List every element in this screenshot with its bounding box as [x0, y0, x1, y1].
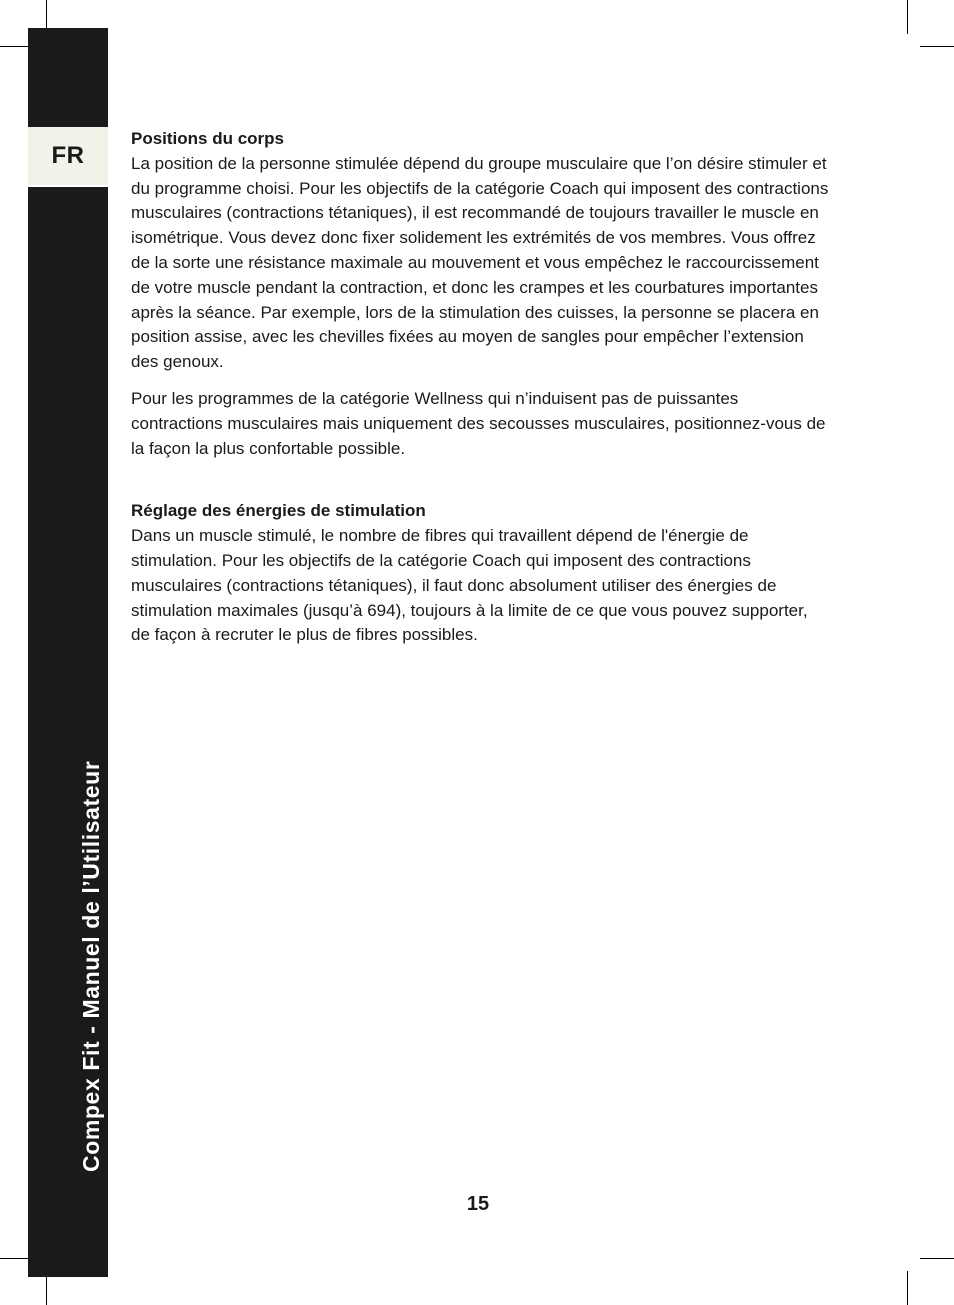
crop-mark-bottom-right-horizontal — [920, 1258, 954, 1259]
main-content — [131, 127, 831, 660]
paragraph: La position de la personne stimulée dépend du groupe musculaire que l’on désire stimuler et du programme choisi. Pour les objectifs de la catégorie Coach qui imposent des contractions musculaires (contractions tétaniques), il est recommandé de toujours travailler le muscle en isométrique. Vous devez donc fixer solidement les extrémités de vos membres. Vous offrez de la sorte une résistance maximale au mouvement et vous empêchez le raccourcissement de votre muscle pendant la contraction, et donc les crampes et les courbatures importantes après la séance. Par exemple, lors de la stimulation des cuisses, la personne se placera en position assise, avec les chevilles fixées au moyen de sangles pour empêcher l’extension des genoux. — [131, 153, 829, 372]
section-stimulation-energy — [131, 499, 831, 648]
paragraph: Pour les programmes de la catégorie Wellness qui n’induisent pas de puissantes contractions musculaires mais uniquement des secousses musculaires, positionnez-vous de la façon la plus confortable possible. — [131, 388, 826, 458]
sidebar-top-block — [28, 28, 108, 127]
section-body-positions — [131, 127, 831, 461]
section-heading: Positions du corps — [131, 129, 285, 148]
page-number: 15 — [466, 1193, 490, 1215]
language-tab — [28, 127, 108, 185]
language-label: FR — [51, 142, 85, 169]
sidebar-manual-title: Compex Fit - Manuel de l’Utilisateur — [78, 760, 104, 1172]
crop-mark-top-right-horizontal — [920, 46, 954, 47]
paragraph: Dans un muscle stimulé, le nombre de fibres qui travaillent dépend de l'énergie de stimulation. Pour les objectifs de la catégorie Coach qui imposent des contractions musculaires (contractions tétaniques), il faut donc absolument utiliser des énergies de stimulation maximales (jusqu’à 694), toujours à la limite de ce que vous pouvez supporter, de façon à recruter le plus de fibres possibles. — [131, 526, 808, 645]
section-heading: Réglage des énergies de stimulation — [131, 501, 426, 521]
crop-mark-top-right-vertical — [907, 0, 908, 34]
crop-mark-bottom-right-vertical — [907, 1271, 908, 1305]
